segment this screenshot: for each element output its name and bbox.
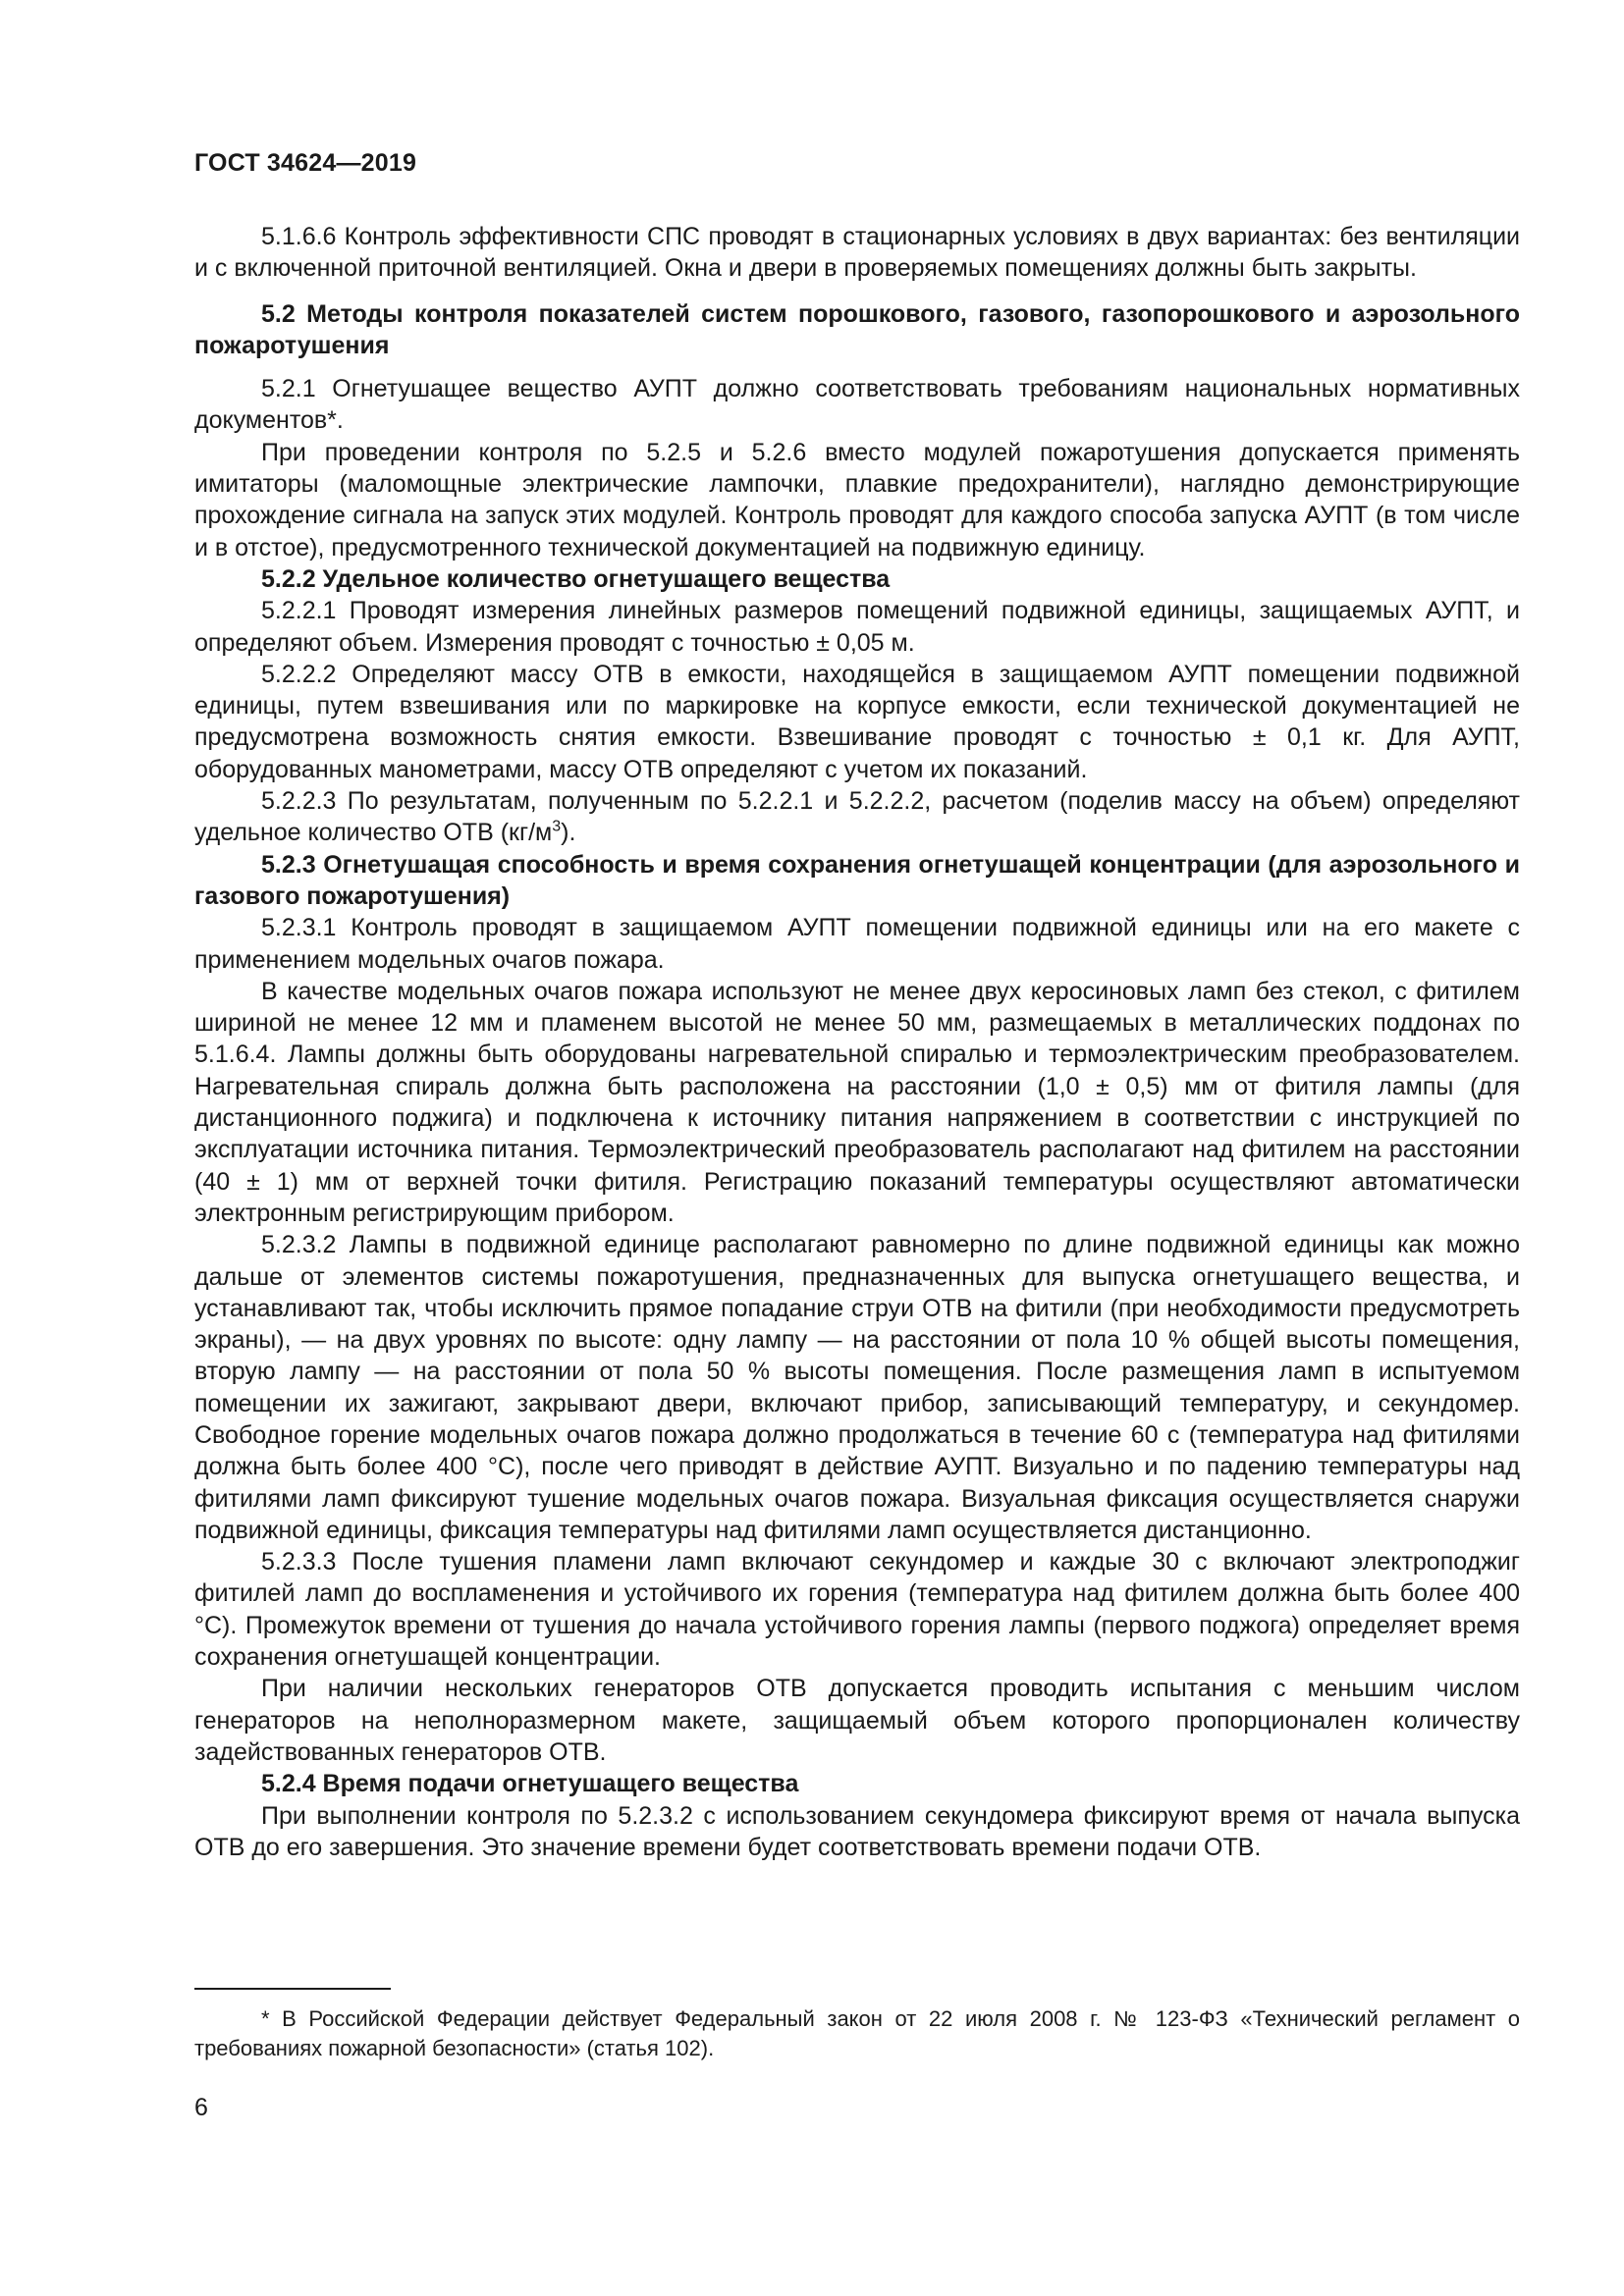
document-header: ГОСТ 34624—2019	[194, 149, 417, 177]
paragraph-5-2-3-1-lamps: В качестве модельных очагов пожара используют не менее двух керосиновых ламп без стекол, с фитилем шириной не менее 12 мм и пламенем высотой не менее 50 мм, размещаемых в металлических поддонах по 5.1.6.4. Лампы должны быть оборудованы нагревательной спиралью и термоэлектрическим преобразователем. Нагревательная спираль должна быть расположена на расстоянии (1,0 ± 0,5) мм от фитиля лампы (для дистанционного поджига) и подключена к источнику питания напряжением в соответствии с инструкцией по эксплуатации источника питания. Термоэлектрический преобразователь располагают над фитилем на расстоянии (40 ± 1) мм от верхней точки фитиля. Регистрацию показаний температуры осуществляют автоматически электронным регистрирующим прибором.	[194, 977, 1520, 1227]
paragraph-5-2-3-1: 5.2.3.1 Контроль проводят в защищаемом АУПТ помещении подвижной единицы или на его макете с применением модельных очагов пожара.	[194, 914, 1520, 974]
paragraph-5-2-4: При выполнении контроля по 5.2.3.2 с использованием секундомера фиксируют время от начала выпуска ОТВ до его завершения. Это значение времени будет соответствовать времени подачи ОТВ.	[194, 1801, 1520, 1861]
paragraph-5-2-1-imitators: При проведении контроля по 5.2.5 и 5.2.6 вместо модулей пожаротушения допускается применять имитаторы (маломощные электрические лампочки, плавкие предохранители), наглядно демонстрирующие прохождение сигнала на запуск этих модулей. Контроль проводят для каждого способа запуска АУПТ (в том числе и в отстое), предусмотренного технической документацией на подвижную единицу.	[194, 438, 1520, 561]
paragraph-5-2-3-3: 5.2.3.3 После тушения пламени ламп включают секундомер и каждые 30 с включают электроподжиг фитилей ламп до воспламенения и устойчивого их горения (температура над фитилем должна быть более 400 °С). Промежуток времени от тушения до начала устойчивого горения лампы (первого поджога) определяет время сохранения огнетушащей концентрации.	[194, 1548, 1520, 1672]
paragraph-5-2-3-3-generators: При наличии нескольких генераторов ОТВ допускается проводить испытания с меньшим числом генераторов на неполноразмерном макете, защищаемый объем которого пропорционален количеству задействованных генераторов ОТВ.	[194, 1675, 1520, 1766]
paragraph-5-2-1: 5.2.1 Огнетушащее вещество АУПТ должно соответствовать требованиям национальных нормативных документов*.	[194, 375, 1520, 435]
document-body	[194, 221, 1520, 1863]
paragraph-5-2-2-3-end: ).	[561, 819, 576, 847]
page-number: 6	[194, 2094, 208, 2121]
subsection-heading-5-2-2: 5.2.2 Удельное количество огнетушащего вещества	[261, 564, 891, 593]
superscript-3: 3	[552, 819, 562, 836]
paragraph-5-2-2-1: 5.2.2.1 Проводят измерения линейных размеров помещений подвижной единицы, защищаемых АУПТ, и определяют объем. Измерения проводят с точностью ± 0,05 м.	[194, 597, 1520, 657]
footnote: * В Российской Федерации действует Федеральный закон от 22 июля 2008 г. № 123-ФЗ «Технический регламент о требованиях пожарной безопасности» (статья 102).	[194, 2006, 1520, 2060]
paragraph-5-2-2-3-text: 5.2.2.3 По результатам, полученным по 5.2.2.1 и 5.2.2.2, расчетом (поделив массу на объем) определяют удельное количество ОТВ (кг/м	[194, 787, 1520, 847]
subsection-heading-5-2-4: 5.2.4 Время подачи огнетушащего вещества	[261, 1770, 799, 1798]
paragraph-5-2-2-3	[194, 785, 1520, 849]
paragraph-5-2-3-2: 5.2.3.2 Лампы в подвижной единице располагают равномерно по длине подвижной единицы как можно дальше от элементов системы пожаротушения, предназначенных для выпуска огнетушащего вещества, и устанавливают так, чтобы исключить прямое попадание струи ОТВ на фитили (при необходимости предусмотреть экраны), — на двух уровнях по высоте: одну лампу — на расстоянии от пола 10 % общей высоты помещения, вторую лампу — на расстоянии от пола 50 % высоты помещения. После размещения ламп в испытуемом помещении их зажигают, закрывают двери, включают прибор, записывающий температуру, и секундомер. Свободное горение модельных очагов пожара должно продолжаться в течение 60 с (температура над фитилями должна быть более 400 °С), после чего приводят в действие АУПТ. Визуально и по падению температуры над фитилями ламп фиксируют тушение модельных очагов пожара. Визуальная фиксация осуществляется снаружи подвижной единицы, фиксация температуры над фитилями ламп осуществляется дистанционно.	[194, 1231, 1520, 1544]
paragraph-5-2-2-2: 5.2.2.2 Определяют массу ОТВ в емкости, находящейся в защищаемом АУПТ помещении подвижной единицы, путем взвешивания или по маркировке на корпусе емкости, если технической документацией не предусмотрена возможность снятия емкости. Взвешивание проводят с точностью ± 0,1 кг. Для АУПТ, оборудованных манометрами, массу ОТВ определяют с учетом их показаний.	[194, 660, 1520, 783]
subsection-heading-5-2-3: 5.2.3 Огнетушащая способность и время сохранения огнетушащей концентрации (для аэрозольного и газового пожаротушения)	[194, 850, 1520, 910]
paragraph-5-1-6-6: 5.1.6.6 Контроль эффективности СПС проводят в стационарных условиях в двух вариантах: без вентиляции и с включенной приточной вентиляцией. Окна и двери в проверяемых помещениях должны быть закрыты.	[194, 223, 1520, 283]
footnote-divider	[194, 1988, 391, 1990]
section-heading-5-2: 5.2 Методы контроля показателей систем порошкового, газового, газопорошкового и аэрозольного пожаротушения	[194, 299, 1520, 359]
